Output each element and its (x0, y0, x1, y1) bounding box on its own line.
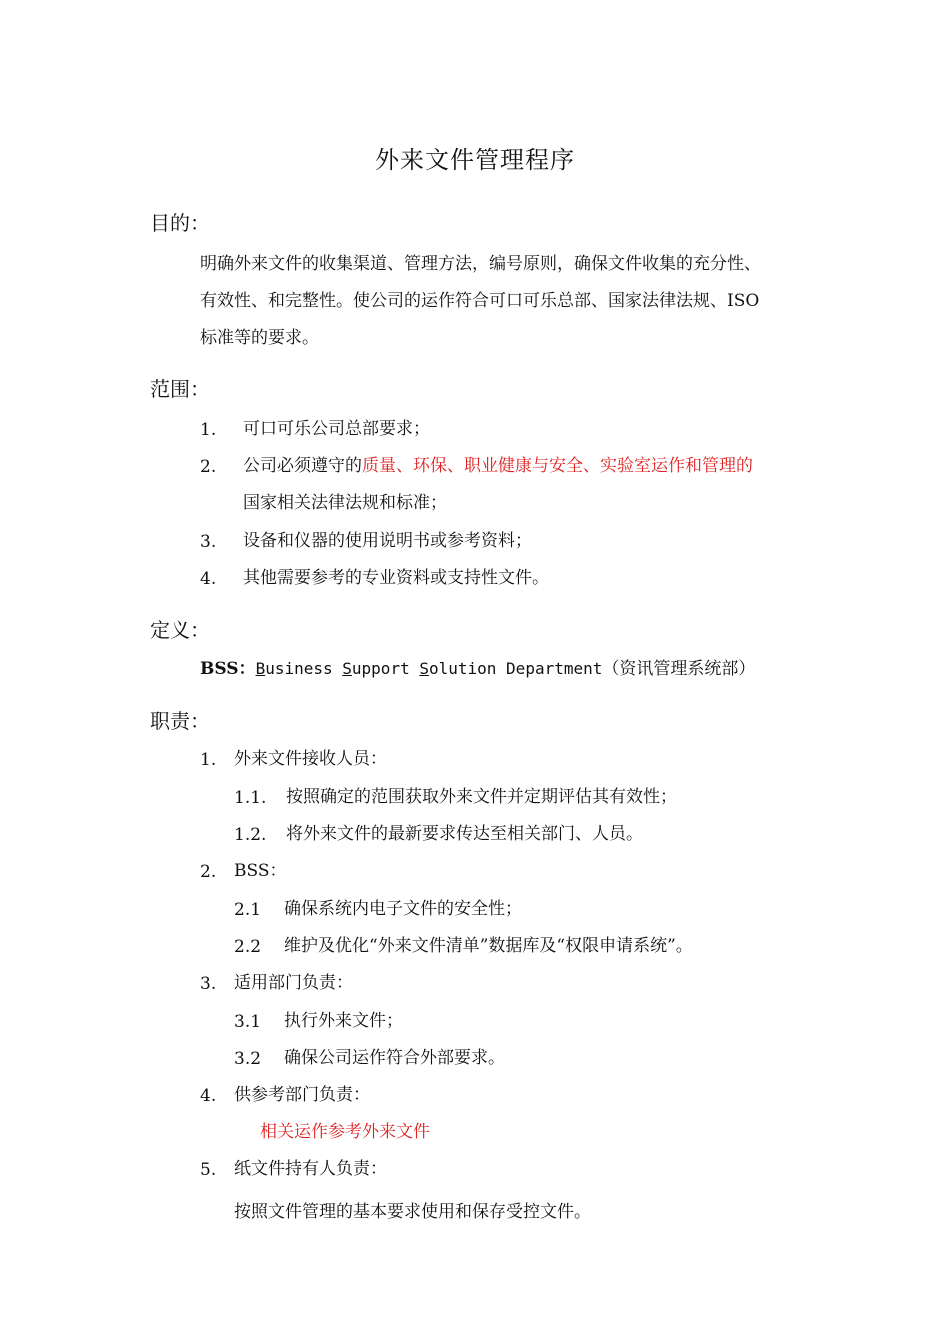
duty-2-2-text: 维护及优化“外来文件清单”数据库及“权限申请系统”。 (284, 936, 693, 956)
duties-heading: 职责： (150, 709, 210, 733)
duty-1-2-number: 1.2. (234, 825, 267, 845)
scope-item-3-number: 3. (200, 532, 217, 552)
scope-item-2-number: 2. (200, 457, 217, 477)
definition-expansion (256, 659, 603, 678)
duty-1-1-number: 1.1. (234, 788, 267, 808)
scope-heading: 范围： (150, 377, 210, 401)
duty-3-1-number: 3.1 (234, 1012, 262, 1032)
definition-initial-s1: S (342, 659, 352, 678)
duty-1-text: 外来文件接收人员： (234, 749, 387, 769)
duty-4-number: 4. (200, 1086, 217, 1106)
definition-word-3: olution Department (428, 659, 603, 678)
duty-2-2-number: 2.2 (234, 937, 262, 957)
duty-1-2-text: 将外来文件的最新要求传达至相关部门、人员。 (286, 824, 643, 844)
scope-item-1-text: 可口可乐公司总部要求； (243, 419, 430, 439)
definition-word-2: upport (351, 659, 420, 678)
scope-item-2-text-b: 国家相关法律法规和标准； (243, 493, 447, 513)
scope-item-3-text: 设备和仪器的使用说明书或参考资料； (243, 531, 532, 551)
duty-3-text: 适用部门负责： (234, 973, 353, 993)
purpose-line-1: 明确外来文件的收集渠道、管理方法，编号原则，确保文件收集的充分性、 (200, 254, 761, 274)
purpose-heading: 目的： (150, 211, 210, 235)
definition-suffix: （资讯管理系统部） (602, 659, 756, 679)
duty-4-detail: 相关运作参考外来文件 (260, 1122, 430, 1142)
scope-item-1-number: 1. (200, 420, 217, 440)
duty-1-number: 1. (200, 750, 217, 770)
duty-2-1-text: 确保系统内电子文件的安全性； (284, 899, 522, 919)
duty-5-detail: 按照文件管理的基本要求使用和保存受控文件。 (234, 1202, 591, 1222)
scope-item-2-text-a: 公司必须遵守的 (243, 456, 362, 476)
duty-1-1-text: 按照确定的范围获取外来文件并定期评估其有效性； (286, 787, 677, 807)
definition-heading: 定义： (150, 618, 210, 642)
duty-4-text: 供参考部门负责： (234, 1085, 370, 1105)
scope-item-2-text-highlight: 质量、环保、职业健康与安全、实验室运作和管理的 (362, 456, 753, 476)
duty-5-number: 5. (200, 1160, 217, 1180)
definition-word-1: usiness (265, 659, 343, 678)
duty-2-number: 2. (200, 862, 217, 882)
purpose-line-2: 有效性、和完整性。使公司的运作符合可口可乐总部、国家法律法规、ISO (200, 291, 760, 311)
duty-3-number: 3. (200, 974, 217, 994)
definition-initial-s2: S (419, 659, 429, 678)
duty-2-1-number: 2.1 (234, 900, 262, 920)
duty-3-2-number: 3.2 (234, 1049, 262, 1069)
purpose-line-3: 标准等的要求。 (200, 328, 319, 348)
definition-line (200, 659, 755, 679)
definition-abbr: BSS： (200, 659, 256, 679)
scope-item-4-number: 4. (200, 569, 217, 589)
scope-item-4-text: 其他需要参考的专业资料或支持性文件。 (243, 568, 549, 588)
duty-3-1-text: 执行外来文件； (284, 1011, 403, 1031)
duty-3-2-text: 确保公司运作符合外部要求。 (284, 1048, 505, 1068)
scope-item-2-text (243, 456, 753, 476)
duty-5-text: 纸文件持有人负责： (234, 1159, 387, 1179)
document-title: 外来文件管理程序 (375, 146, 575, 174)
definition-initial-b: B (255, 659, 266, 678)
duty-2-text: BSS： (234, 861, 287, 881)
